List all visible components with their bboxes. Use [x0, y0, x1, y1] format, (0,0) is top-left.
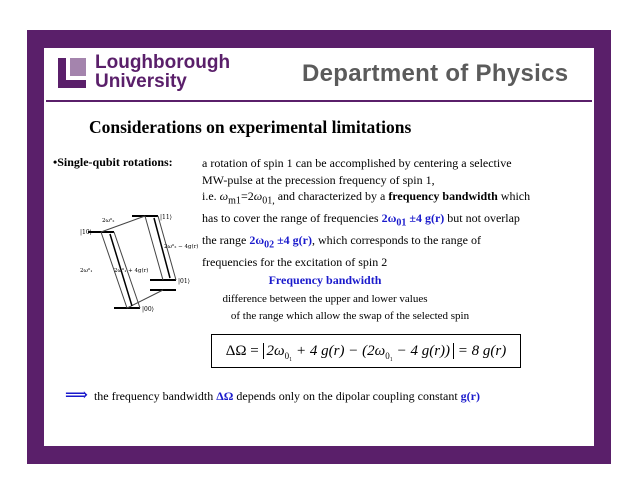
- level-label-01: |01⟩: [178, 278, 190, 285]
- energy-level-diagram: [80, 202, 210, 322]
- header-divider: [46, 100, 592, 102]
- explanation-paragraph: a rotation of spin 1 can be accomplished by centering a selective MW-pulse at the precession frequency of spin 1, i.e. $\omega_{m1}=2\omega_{01,}$ and characterized by a frequency bandwidth which has to cover the range of frequencies $2\omega_{01} \pm 4$ g(r) but not overlap the range $2\omega_{02} \pm 4$ g(r), which corresponds to the range of frequencies for the excitation of spin 2: [202, 156, 531, 270]
- university-logo-icon: [55, 56, 89, 90]
- bandwidth-formula: $\Delta\Omega = 2\omega_{0_1} + 4$ $g(r) - (2\omega_{0_1} - 4$ g(r)) = 8 g(r): [211, 334, 521, 368]
- transition-label-1: 2ω⁰₂: [102, 218, 115, 224]
- transition-label-4: 2ω⁰₁ + 4g(r): [114, 268, 149, 274]
- implies-arrow-icon: ⟹: [65, 387, 88, 404]
- level-label-00: |00⟩: [142, 306, 154, 313]
- frequency-bandwidth-line2: of the range which allow the swap of the selected spin: [230, 310, 470, 322]
- frequency-bandwidth-line1: difference between the upper and lower values: [222, 293, 428, 305]
- university-name: Loughborough University: [95, 52, 231, 92]
- level-label-11: |11⟩: [160, 214, 172, 221]
- transition-label-3: 2ω⁰₁: [80, 268, 93, 274]
- level-label-10: |10⟩: [80, 229, 92, 236]
- frequency-bandwidth-heading: Frequency bandwidth: [268, 273, 382, 287]
- transition-label-2: 2ω⁰₂ − 4g(r): [164, 244, 199, 250]
- department-title: Department of Physics: [302, 60, 569, 87]
- slide-title: Considerations on experimental limitations: [89, 117, 412, 137]
- conclusion-line: ⟹ the frequency bandwidth ΔΩ depends only on the dipolar coupling constant g(r): [65, 387, 480, 404]
- bullet-label: •Single-qubit rotations:: [53, 155, 173, 169]
